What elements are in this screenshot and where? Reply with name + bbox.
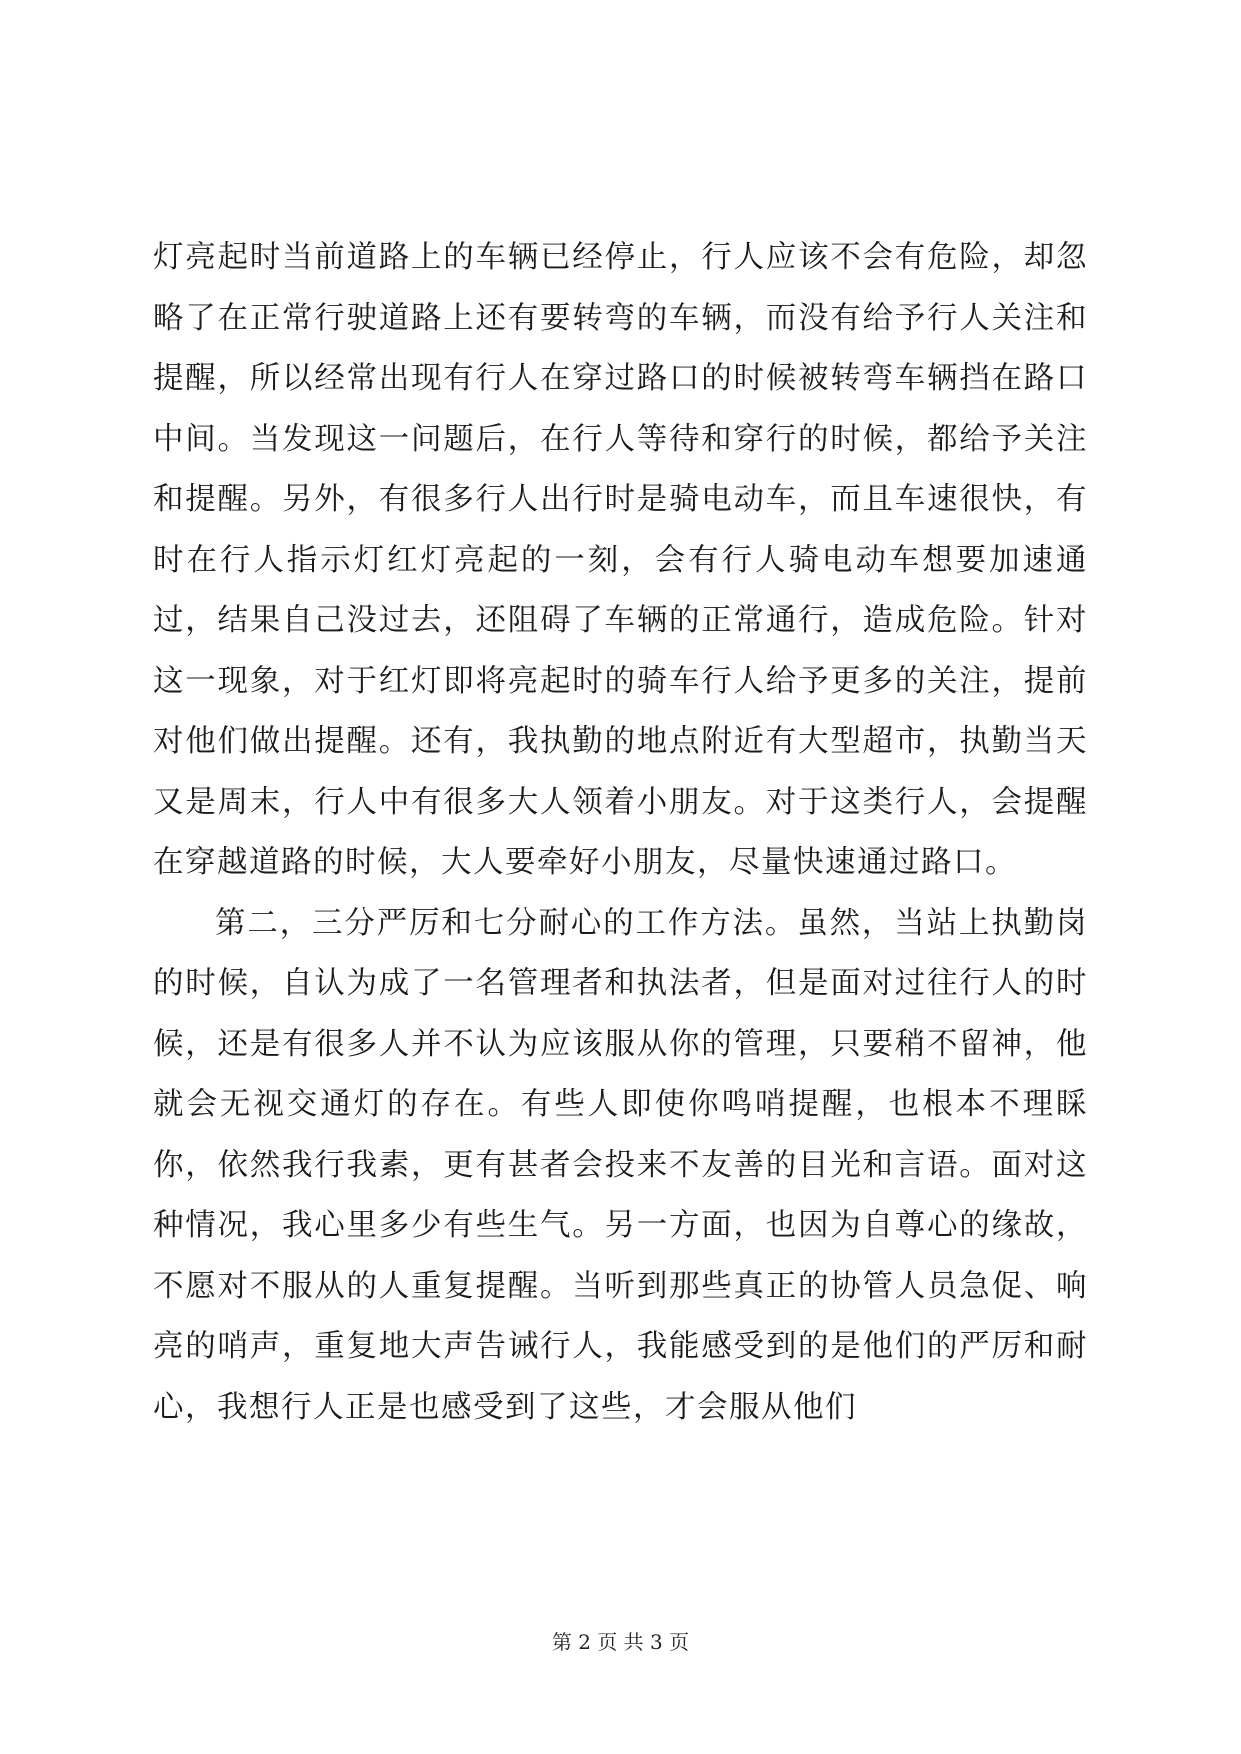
document-body [153, 228, 1088, 1438]
body-paragraph-continued: 灯亮起时当前道路上的车辆已经停止，行人应该不会有危险，却忽略了在正常行驶道路上还有要转弯的车辆，而没有给予行人关注和提醒，所以经常出现有行人在穿过路口的时候被转弯车辆挡在路口中间。当发现这一问题后，在行人等待和穿行的时候，都给予关注和提醒。另外，有很多行人出行时是骑电动车，而且车速很快，有时在行人指示灯红灯亮起的一刻，会有行人骑电动车想要加速通过，结果自己没过去，还阻碍了车辆的正常通行，造成危险。针对这一现象，对于红灯即将亮起时的骑车行人给予更多的关注，提前对他们做出提醒。还有，我执勤的地点附近有大型超市，执勤当天又是周末，行人中有很多大人领着小朋友。对于这类行人，会提醒在穿越道路的时候，大人要牵好小朋友，尽量快速通过路口。 [153, 240, 1088, 880]
page-number-footer: 第 2 页 共 3 页 [551, 1630, 690, 1654]
body-paragraph-second-point: 第二，三分严厉和七分耐心的工作方法。虽然，当站上执勤岗的时候，自认为成了一名管理者和执法者，但是面对过往行人的时候，还是有很多人并不认为应该服从你的管理，只要稍不留神，他就会无视交通灯的存在。有些人即使你鸣哨提醒，也根本不理睬你，依然我行我素，更有甚者会投来不友善的目光和言语。面对这种情况，我心里多少有些生气。另一方面，也因为自尊心的缘故，不愿对不服从的人重复提醒。当听到那些真正的协管人员急促、响亮的哨声，重复地大声告诫行人，我能感受到的是他们的严厉和耐心，我想行人正是也感受到了这些，才会服从他们 [153, 905, 1088, 1425]
